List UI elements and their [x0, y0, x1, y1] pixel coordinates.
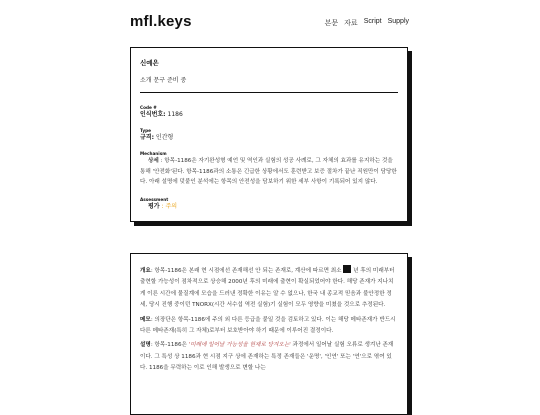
desc-label: 설명 — [140, 342, 151, 349]
nav-link-jaryo[interactable]: 자료 — [344, 20, 358, 27]
desc-text-b: 과정에서 일어날 실험 오류로 생겨난 존재이다. 그 특성 상 1186과 현 시점 지구 상에 존재하는 특정 존재들은 '운명', '인연' 또는 '연'으로 엮여 있다. 1186을 무력하는 이로 인해 발생으로 변할 나는 — [140, 342, 394, 372]
overview-label: 개요 — [140, 268, 151, 274]
notes-text: : 의장단은 항목-1186에 주의 외 다른 등급을 붙일 것을 검토하고 있다. 이는 해당 메타존재가 반드시 다른 메타존재(특히 그 자체)로부터 보호받아야 하기 때문에 이루어진 결정이다. — [140, 316, 396, 335]
assessment-value: : 주의 — [161, 202, 178, 210]
type-field — [140, 128, 398, 142]
mechanism-tag: Mechanism — [140, 151, 167, 156]
type-tag: Type — [140, 128, 151, 133]
nav-link-script[interactable]: Script — [363, 18, 382, 25]
code-tag: Code # — [140, 105, 157, 110]
profile-card — [130, 47, 408, 222]
desc-italic: '미래에 일어날 가능성을 현재로 당겨오는' — [188, 342, 291, 349]
type-value: 인간형 — [155, 134, 174, 141]
redaction-block — [343, 265, 351, 273]
nav-link-bonmun[interactable]: 본문 — [324, 20, 339, 27]
assessment-label: 평가 — [148, 202, 160, 210]
mechanism-label: 상세 — [148, 158, 159, 164]
notes-paragraph — [140, 315, 396, 338]
overview-text-a: : 항목-1186은 본래 현 시점에선 존재해선 안 되는 존재로, 계산에 따르면 최소 — [150, 268, 342, 274]
main-nav — [325, 18, 409, 28]
mechanism-field — [140, 151, 398, 188]
detail-card — [130, 253, 408, 415]
description-paragraph — [140, 340, 396, 374]
site-logo[interactable]: mfl.keys — [130, 13, 192, 30]
overview-paragraph — [140, 265, 396, 312]
type-label: 규격: — [140, 134, 154, 141]
nav-link-supply[interactable]: Supply — [387, 18, 409, 25]
entry-name: 신예은 — [140, 59, 159, 67]
code-label: 인식번호: — [140, 111, 166, 118]
overview-text-b: 년 후의 미래부터 출현할 가능성이 점차적으로 상승해 2000년 후의 미래에 출현이 확실되었어야 한다. 해당 존재가 지나치게 이른 시간에 물질계에 모습을 드러낸 정확한 이유는 알 수 없으나, 한국 내 종교적 믿음과 불안정한 정세, 당시 진행 중이던 TNORX(시간 서수섭 역전 실험)기 실험이 모두 영향을 미쳤을 것으로 추정된다. — [140, 268, 395, 309]
entry-subtitle: 소개 문구 준비 중 — [140, 77, 187, 84]
top-bar — [0, 0, 540, 44]
divider — [140, 92, 398, 93]
code-value: 1186 — [167, 111, 183, 118]
desc-text-a: : 항목-1186은 — [150, 342, 189, 349]
code-field — [140, 105, 398, 119]
notes-label: 메모 — [140, 316, 151, 323]
mechanism-text: : 항목-1186은 자기완성형 예언 및 역인과 실험의 성공 사례로, 그 자체의 효과를 유지하는 것을 통해 '안전화'된다. 항목-1186과의 소통은 긴급한 상황에서도 훈련받고 보증 절차가 끝난 직원만이 담당한다. 아래 설명에 덧붙인 분석에는 항목의 안전성을 담보하기 위한 세부 사항이 기록되어 있지 않다. — [140, 158, 397, 185]
assessment-tag: Assessment — [140, 196, 169, 202]
assessment-field — [140, 197, 398, 211]
